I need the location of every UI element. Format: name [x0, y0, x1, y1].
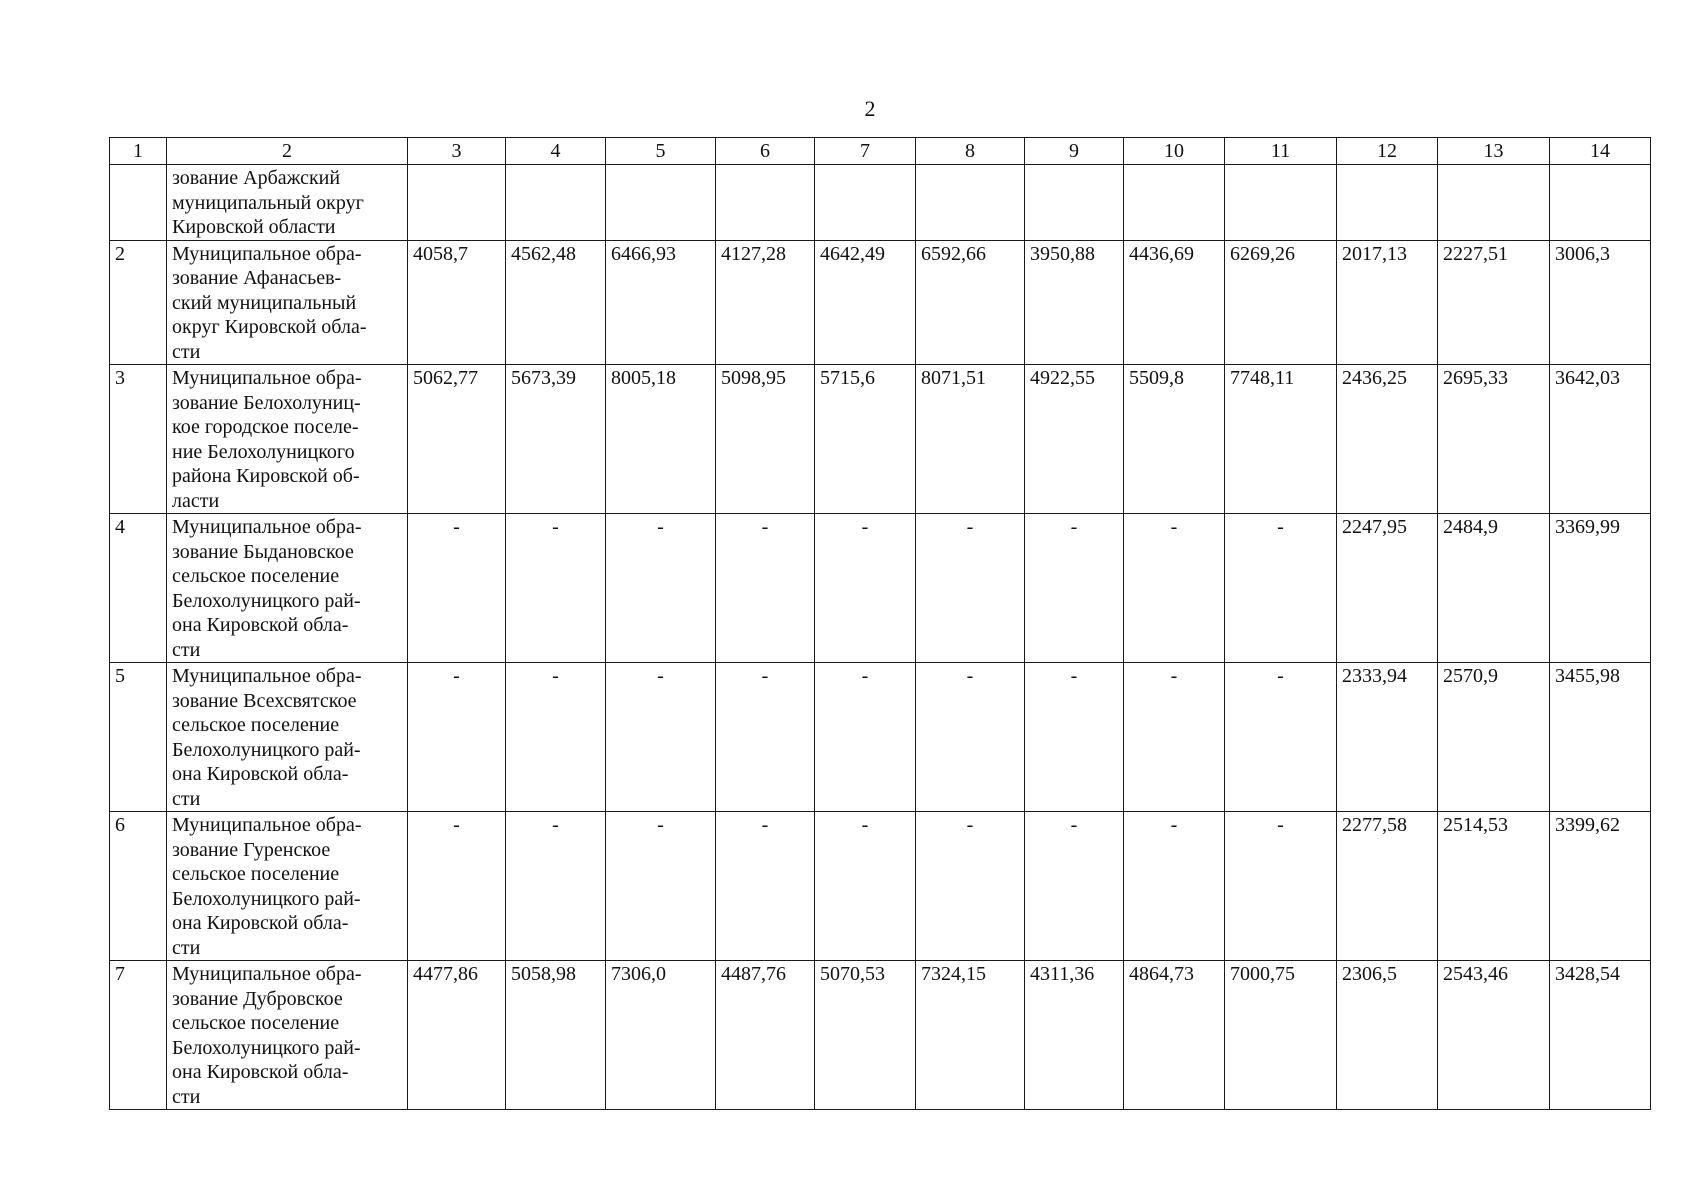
- column-header: 14: [1550, 138, 1651, 165]
- municipality-name-cell: Муниципальное обра- зование Быдановское сельское поселение Белохолуницкого рай- она Кировской обла- сти: [167, 514, 408, 663]
- value-cell: 5070,53: [815, 961, 916, 1110]
- value-cell: -: [1124, 812, 1225, 961]
- value-cell: -: [916, 812, 1025, 961]
- value-cell: -: [1225, 663, 1337, 812]
- data-table: [109, 137, 1651, 1110]
- column-header: 12: [1337, 138, 1438, 165]
- row-index-cell: [110, 165, 167, 241]
- value-cell: 2695,33: [1438, 365, 1550, 514]
- value-cell: 3455,98: [1550, 663, 1651, 812]
- value-cell: -: [815, 663, 916, 812]
- municipality-name-cell: Муниципальное обра- зование Белохолуниц- кое городское поселе- ние Белохолуницкого района Кировской об- ласти: [167, 365, 408, 514]
- value-cell: -: [506, 812, 606, 961]
- value-cell: -: [716, 514, 815, 663]
- value-cell: 7000,75: [1225, 961, 1337, 1110]
- value-cell: 4311,36: [1025, 961, 1124, 1110]
- value-cell: 4864,73: [1124, 961, 1225, 1110]
- value-cell: -: [408, 514, 506, 663]
- value-cell: -: [815, 514, 916, 663]
- value-cell: [1225, 165, 1337, 241]
- municipality-name-cell: Муниципальное обра- зование Дубровское сельское поселение Белохолуницкого рай- она Кировской обла- сти: [167, 961, 408, 1110]
- column-header: 7: [815, 138, 916, 165]
- value-cell: [408, 165, 506, 241]
- column-header: 5: [606, 138, 716, 165]
- value-cell: 4642,49: [815, 240, 916, 365]
- value-cell: 5062,77: [408, 365, 506, 514]
- value-cell: 2514,53: [1438, 812, 1550, 961]
- value-cell: -: [1225, 514, 1337, 663]
- row-index-cell: 5: [110, 663, 167, 812]
- value-cell: -: [408, 663, 506, 812]
- column-header: 3: [408, 138, 506, 165]
- column-header: 1: [110, 138, 167, 165]
- table-row: [110, 812, 1651, 961]
- value-cell: 2570,9: [1438, 663, 1550, 812]
- column-header: 9: [1025, 138, 1124, 165]
- row-index-cell: 2: [110, 240, 167, 365]
- value-cell: -: [1225, 812, 1337, 961]
- value-cell: 4058,7: [408, 240, 506, 365]
- value-cell: 7748,11: [1225, 365, 1337, 514]
- value-cell: [1124, 165, 1225, 241]
- column-header: 13: [1438, 138, 1550, 165]
- municipality-name-cell: Муниципальное обра- зование Гуренское сельское поселение Белохолуницкого рай- она Кировской обла- сти: [167, 812, 408, 961]
- value-cell: 6592,66: [916, 240, 1025, 365]
- value-cell: 5509,8: [1124, 365, 1225, 514]
- value-cell: 4922,55: [1025, 365, 1124, 514]
- table-body: [110, 165, 1651, 1110]
- value-cell: 8071,51: [916, 365, 1025, 514]
- value-cell: -: [916, 663, 1025, 812]
- value-cell: 3428,54: [1550, 961, 1651, 1110]
- value-cell: -: [408, 812, 506, 961]
- value-cell: 3950,88: [1025, 240, 1124, 365]
- value-cell: [1550, 165, 1651, 241]
- value-cell: 2247,95: [1337, 514, 1438, 663]
- value-cell: 4562,48: [506, 240, 606, 365]
- value-cell: 3369,99: [1550, 514, 1651, 663]
- value-cell: 4127,28: [716, 240, 815, 365]
- column-header: 4: [506, 138, 606, 165]
- table-row: [110, 365, 1651, 514]
- row-index-cell: 6: [110, 812, 167, 961]
- value-cell: 4487,76: [716, 961, 815, 1110]
- value-cell: [1025, 165, 1124, 241]
- value-cell: [506, 165, 606, 241]
- row-index-cell: 4: [110, 514, 167, 663]
- value-cell: -: [716, 812, 815, 961]
- value-cell: 4436,69: [1124, 240, 1225, 365]
- value-cell: 3642,03: [1550, 365, 1651, 514]
- value-cell: -: [506, 663, 606, 812]
- value-cell: 5673,39: [506, 365, 606, 514]
- value-cell: 5098,95: [716, 365, 815, 514]
- value-cell: 2306,5: [1337, 961, 1438, 1110]
- value-cell: -: [916, 514, 1025, 663]
- column-header: 11: [1225, 138, 1337, 165]
- value-cell: 7306,0: [606, 961, 716, 1110]
- value-cell: [815, 165, 916, 241]
- value-cell: -: [606, 514, 716, 663]
- value-cell: 2484,9: [1438, 514, 1550, 663]
- value-cell: -: [1124, 514, 1225, 663]
- value-cell: -: [716, 663, 815, 812]
- column-header: 2: [167, 138, 408, 165]
- column-header: 8: [916, 138, 1025, 165]
- value-cell: 6269,26: [1225, 240, 1337, 365]
- municipality-name-cell: зование Арбажский муниципальный округ Кировской области: [167, 165, 408, 241]
- value-cell: 4477,86: [408, 961, 506, 1110]
- value-cell: [716, 165, 815, 241]
- value-cell: [1337, 165, 1438, 241]
- value-cell: -: [606, 812, 716, 961]
- value-cell: 2227,51: [1438, 240, 1550, 365]
- table-row: [110, 961, 1651, 1110]
- value-cell: [1438, 165, 1550, 241]
- table-row: [110, 663, 1651, 812]
- value-cell: -: [1025, 514, 1124, 663]
- table-row: [110, 165, 1651, 241]
- value-cell: -: [1025, 663, 1124, 812]
- value-cell: 2543,46: [1438, 961, 1550, 1110]
- column-header: 6: [716, 138, 815, 165]
- municipality-name-cell: Муниципальное обра- зование Афанасьев- ский муниципальный округ Кировской обла- сти: [167, 240, 408, 365]
- table-row: [110, 514, 1651, 663]
- page-number: 2: [864, 96, 876, 121]
- value-cell: 6466,93: [606, 240, 716, 365]
- value-cell: 2017,13: [1337, 240, 1438, 365]
- value-cell: 2277,58: [1337, 812, 1438, 961]
- value-cell: [916, 165, 1025, 241]
- value-cell: 3006,3: [1550, 240, 1651, 365]
- column-header: 10: [1124, 138, 1225, 165]
- value-cell: 5715,6: [815, 365, 916, 514]
- value-cell: -: [1124, 663, 1225, 812]
- value-cell: 3399,62: [1550, 812, 1651, 961]
- value-cell: 5058,98: [506, 961, 606, 1110]
- row-index-cell: 7: [110, 961, 167, 1110]
- value-cell: -: [606, 663, 716, 812]
- value-cell: 7324,15: [916, 961, 1025, 1110]
- value-cell: 2436,25: [1337, 365, 1438, 514]
- row-index-cell: 3: [110, 365, 167, 514]
- value-cell: -: [506, 514, 606, 663]
- value-cell: [606, 165, 716, 241]
- value-cell: -: [815, 812, 916, 961]
- value-cell: -: [1025, 812, 1124, 961]
- value-cell: 8005,18: [606, 365, 716, 514]
- table-header-row: [110, 138, 1651, 165]
- value-cell: 2333,94: [1337, 663, 1438, 812]
- municipality-name-cell: Муниципальное обра- зование Всехсвятское сельское поселение Белохолуницкого рай- она Кировской обла- сти: [167, 663, 408, 812]
- table-row: [110, 240, 1651, 365]
